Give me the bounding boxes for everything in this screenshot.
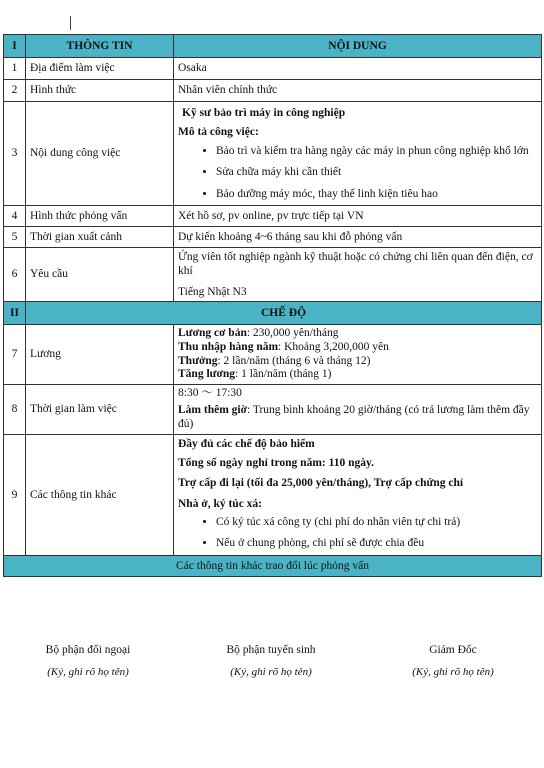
row-value	[174, 325, 542, 385]
table-row	[4, 434, 542, 555]
row-value: Osaka	[174, 58, 542, 80]
signature-note: (Ký, ghi rõ họ tên)	[412, 666, 494, 678]
row-value	[174, 434, 542, 555]
table-row	[4, 247, 542, 301]
table-row	[4, 58, 542, 80]
working-hours: 8:30 ～ 17:30	[178, 387, 242, 400]
table-footer	[4, 555, 542, 576]
table-row	[4, 325, 542, 385]
section-header-benefits	[4, 302, 542, 325]
row-number: 9	[4, 434, 26, 555]
section-header-info	[4, 35, 542, 58]
row-value: Dự kiến khoảng 4~6 tháng sau khi đỗ phỏng vấn	[174, 226, 542, 247]
job-title: Kỹ sư bảo trì máy in công nghiệp	[182, 107, 346, 119]
row-value	[174, 102, 542, 206]
column-header-content: NỘI DUNG	[174, 35, 542, 58]
housing-heading: Nhà ở, ký túc xá:	[178, 497, 262, 510]
row-label: Lương	[26, 325, 174, 385]
list-item: • Có ký túc xá công ty (chi phí do nhân viên tự chi trả)	[216, 515, 537, 529]
holidays-text: Tổng số ngày nghỉ trong năm: 110 ngày.	[178, 456, 374, 469]
table-row	[4, 102, 542, 206]
row-value: Nhân viên chính thức	[174, 80, 542, 102]
row-label: Nội dung công việc	[26, 102, 174, 206]
row-label: Yêu cầu	[26, 247, 174, 301]
housing-list	[178, 515, 537, 551]
overtime-line: Làm thêm giờ: Trung bình khoảng 20 giờ/tháng (có trả lương làm thêm đầy đủ)	[178, 403, 530, 430]
list-item: • Bảo trì và kiểm tra hàng ngày các máy in phun công nghiệp khổ lớn	[216, 144, 537, 158]
list-item: • Sửa chữa máy khi cần thiết	[216, 165, 537, 179]
signature-title: Bộ phận tuyển sinh	[226, 644, 316, 656]
job-duty-list	[178, 144, 537, 201]
table-row	[4, 205, 542, 226]
requirement-language: Tiếng Nhật N3	[178, 285, 247, 298]
section-number: II	[4, 302, 26, 325]
row-number: 3	[4, 102, 26, 206]
row-value	[174, 247, 542, 301]
row-label: Hình thức	[26, 80, 174, 102]
insurance-text: Đầy đủ các chế độ bảo hiểm	[178, 437, 315, 450]
signature-note: (Ký, ghi rõ họ tên)	[230, 666, 312, 678]
row-label: Các thông tin khác	[26, 434, 174, 555]
row-number: 7	[4, 325, 26, 385]
footer-note: Các thông tin khác trao đổi lúc phỏng vấn	[4, 555, 542, 576]
section-number: I	[4, 35, 26, 58]
row-number: 2	[4, 80, 26, 102]
list-item: • Bảo dưỡng máy móc, thay thế linh kiện tiêu hao	[216, 187, 537, 201]
corner-mark	[70, 16, 71, 30]
row-number: 4	[4, 205, 26, 226]
row-label: Hình thức phỏng vấn	[26, 205, 174, 226]
row-number: 1	[4, 58, 26, 80]
table-row	[4, 385, 542, 434]
table-row	[4, 80, 542, 102]
salary-line: Tăng lương: 1 lần/năm (tháng 1)	[178, 368, 332, 381]
column-header-info: THÔNG TIN	[26, 35, 174, 58]
row-number: 6	[4, 247, 26, 301]
row-number: 5	[4, 226, 26, 247]
row-label: Thời gian xuất cảnh	[26, 226, 174, 247]
signature-note: (Ký, ghi rõ họ tên)	[47, 666, 129, 678]
list-item: • Nếu ở chung phòng, chi phí sẽ được chia đều	[216, 536, 537, 550]
row-number: 8	[4, 385, 26, 434]
requirement-text: Ứng viên tốt nghiệp ngành kỹ thuật hoặc có chứng chỉ liên quan đến điện, cơ khí	[178, 250, 533, 278]
section-title: CHẾ ĐỘ	[26, 302, 542, 325]
job-description-heading: Mô tả công việc:	[178, 126, 259, 139]
signature-title: Bộ phận đối ngoại	[45, 644, 131, 656]
row-label: Thời gian làm việc	[26, 385, 174, 434]
signature-block	[3, 644, 173, 678]
signature-title: Giám Đốc	[429, 644, 477, 656]
salary-line: Thưởng: 2 lần/năm (tháng 6 và tháng 12)	[178, 354, 371, 367]
allowance-text: Trợ cấp đi lại (tối đa 25,000 yên/tháng), Trợ cấp chứng chỉ	[178, 477, 464, 490]
salary-line: Lương cơ bản: 230,000 yên/tháng	[178, 327, 339, 339]
signature-block	[186, 644, 356, 678]
job-info-table	[3, 34, 542, 577]
row-value: Xét hồ sơ, pv online, pv trực tiếp tại VN	[174, 205, 542, 226]
row-value	[174, 385, 542, 434]
row-label: Địa điểm làm việc	[26, 58, 174, 80]
salary-line: Thu nhập hàng năm: Khoảng 3,200,000 yên	[178, 340, 389, 353]
signature-block	[368, 644, 538, 678]
table-row	[4, 226, 542, 247]
